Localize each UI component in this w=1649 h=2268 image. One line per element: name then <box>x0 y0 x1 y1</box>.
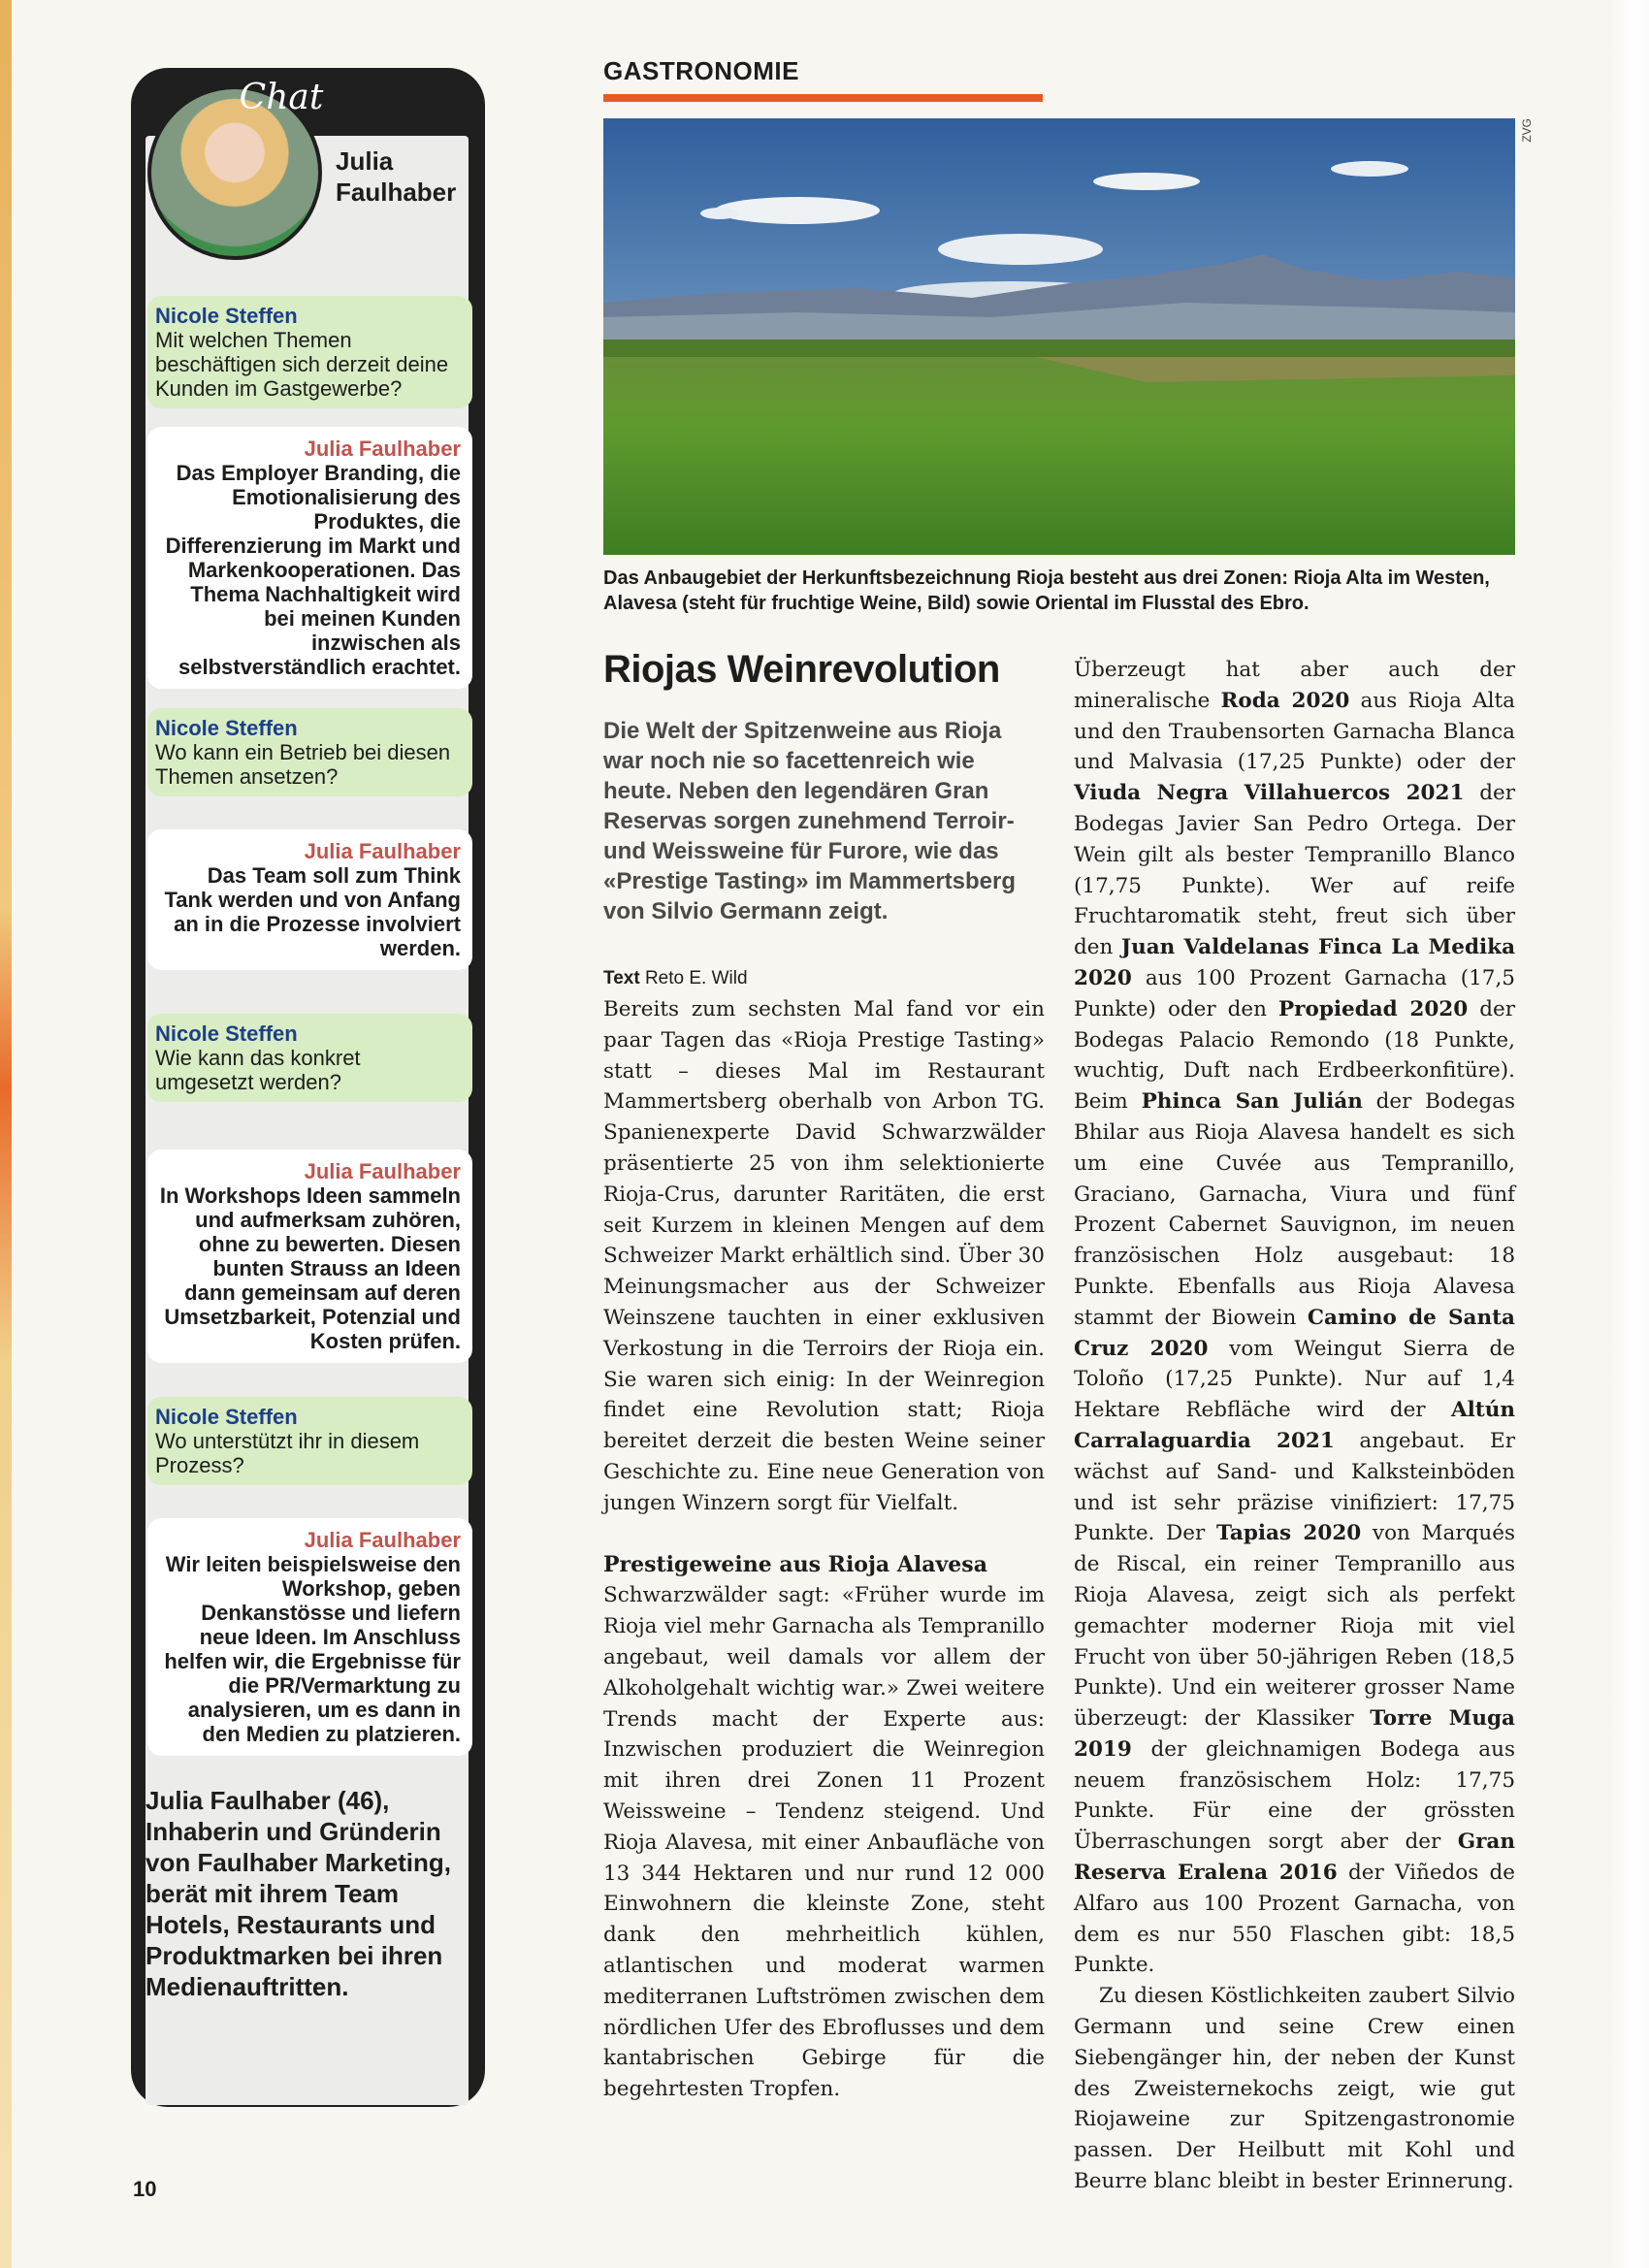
chat-answer <box>147 829 472 970</box>
text-run: angebaut. Er wächst auf Sand- und Kalksteinböden und ist sehr präzise vinifiziert: 17,75 Punkte. Der <box>1074 1428 1515 1546</box>
wine-name: Camino de Santa Cruz 2020 <box>1074 1305 1515 1361</box>
page-edge-left <box>0 0 12 2268</box>
photo-caption: Das Anbaugebiet der Herkunftsbezeichnung Rioja besteht aus drei Zonen: Rioja Alta im Westen, Alavesa (steht für fruchtige Weine, Bild) sowie Oriental im Flusstal des Ebro. <box>603 567 1490 614</box>
chat-person-name: Julia Faulhaber <box>336 146 457 207</box>
article-paragraph: Zu diesen Köstlichkeiten zaubert Silvio Germann und seine Crew einen Siebengänger hin, der neben der Kunst des Zweisternekochs zeigt, wie gut Riojaweine zur Spitzengastronomie passen. Der Heilbutt mit Kohl und Beurre blanc bleibt in bester Erinnerung. <box>1074 1984 1515 2194</box>
text-run: vom Weingut Sierra de Toloño (17,25 Punkte). Nur auf 1,4 Hektare Rebfläche wird der <box>1074 1336 1516 1423</box>
photo-credit: ZVG <box>1520 118 1534 143</box>
page-edge-right <box>1610 0 1649 2268</box>
section-rubric: GASTRONOMIE <box>603 56 799 85</box>
chat-title: Chat <box>239 78 324 117</box>
chat-text: Mit welchen Themen beschäftigen sich derzeit deine Kunden im Gastgewerbe? <box>155 328 449 401</box>
article-headline: Riojas Weinrevolution <box>603 648 1000 691</box>
text-run: aus 100 Prozent Garnacha (17,5 Punkte) oder den <box>1074 965 1515 1021</box>
byline <box>603 968 748 989</box>
chat-text: Wo unterstützt ihr in diesem Prozess? <box>155 1429 420 1477</box>
chat-question <box>147 1397 472 1485</box>
byline-label: Text <box>603 968 640 988</box>
text-run: der Viñedos de Alfaro aus 100 Prozent Garnacha, von dem es nur 550 Flaschen gibt: 18,5 Punkte. <box>1074 1861 1515 1978</box>
chat-author: Julia Faulhaber <box>304 1159 461 1183</box>
chat-author: Julia Faulhaber <box>304 437 461 461</box>
chat-text: Wie kann das konkret umgesetzt werden? <box>155 1046 361 1094</box>
chat-question <box>147 1014 472 1102</box>
chat-answer <box>147 1518 472 1756</box>
text-run: aus Rioja Alta und den Traubensorten Garnacha Blanca und Malvasia (17,25 Punkte) oder der <box>1074 688 1515 775</box>
byline-author: Reto E. Wild <box>644 968 748 988</box>
chat-bio: Julia Faulhaber (46), Inhaberin und Gründerin von Faulhaber Marketing, berät mit ihrem Team Hotels, Restaurants und Produktmarken bei ihren Medienauftritten. <box>146 1786 451 2001</box>
chat-author: Nicole Steffen <box>155 304 298 328</box>
chat-answer <box>147 1150 472 1363</box>
chat-text: Das Employer Branding, die Emotionalisierung des Produktes, die Differenzierung im Markt und Markenkooperationen. Das Thema Nachhaltigkeit wird bei meinen Kunden inzwischen als selbstverständlich erachtet. <box>165 461 461 679</box>
chat-question <box>147 296 472 408</box>
vineyard-landscape-illustration <box>603 118 1515 555</box>
wine-name: Juan Valdelanas Finca La Medika 2020 <box>1074 935 1515 990</box>
chat-author: Nicole Steffen <box>155 1021 298 1046</box>
article-paragraph-wine-list <box>1074 655 1515 1981</box>
article-paragraph: Bereits zum sechsten Mal fand vor ein paar Tagen das «Rioja Prestige Tasting» statt – dieses Mal im Restaurant Mammertsberg oberhalb von Arbon TG. Spanienexperte David Schwarzwälder präsentierte 25 von ihm selektionierte Rioja-Crus, darunter Raritäten, die erst seit Kurzem in kleinen Mengen auf dem Schweizer Markt erhältlich sind. Über 30 Meinungsmacher aus der Schweizer Weinszene tauchten in einer exklusiven Verkostung in die Terroirs der Rioja ein. Sie waren sich einig: In der Weinregion findet eine Revolution statt; Rioja bereitet derzeit die besten Weine seiner Geschichte zu. Eine neue Generation von jungen Winzern sorgt für Vielfalt. <box>603 997 1045 1515</box>
wine-name: Torre Muga 2019 <box>1074 1706 1515 1762</box>
text-run: der Bodegas Javier San Pedro Ortega. Der Wein gilt als bester Tempranillo Blanco (17,75 Punkte). Wer auf reife Fruchtaromatik steht, freut sich über den <box>1074 781 1515 960</box>
rubric-underline <box>603 94 1043 102</box>
vineyard-photo <box>603 118 1515 555</box>
wine-name: Tapias 2020 <box>1215 1521 1362 1546</box>
chat-answer <box>147 427 472 689</box>
chat-author: Nicole Steffen <box>155 716 298 740</box>
chat-author: Nicole Steffen <box>155 1405 298 1429</box>
wine-name: Gran Reserva Eralena 2016 <box>1074 1830 1515 1886</box>
chat-text: Wir leiten beispielsweise den Workshop, geben Denkanstösse und liefern neue Ideen. Im Anschluss helfen wir, die Ergebnisse für die PR/Vermarktung zu analysieren, um es dann in den Medien zu platzieren. <box>164 1552 461 1746</box>
text-run: Überzeugt hat aber auch der mineralische <box>1074 658 1515 713</box>
article-subhead: Prestigeweine aus Rioja Alavesa <box>603 1551 987 1577</box>
chat-text: Wo kann ein Betrieb bei diesen Themen ansetzen? <box>155 740 451 789</box>
chat-author: Julia Faulhaber <box>304 1528 461 1552</box>
text-run: der Bodegas Palacio Remondo (18 Punkte, wuchtig, Duft nach Erdbeerkonfitüre). Beim <box>1074 996 1515 1115</box>
wine-name: Roda 2020 <box>1220 688 1350 713</box>
chat-text: In Workshops Ideen sammeln und aufmerksam zuhören, ohne zu bewerten. Diesen bunten Strauss an Ideen dann gemeinsam auf deren Umsetzbarkeit, Potenzial und Kosten prüfen. <box>159 1183 461 1353</box>
chat-author: Julia Faulhaber <box>304 839 461 863</box>
page-number: 10 <box>133 2177 157 2201</box>
wine-name: Viuda Negra Villahuercos 2021 <box>1074 781 1465 806</box>
chat-text: Das Team soll zum Think Tank werden und von Anfang an in die Prozesse involviert werden. <box>164 863 461 960</box>
wine-name: Propiedad 2020 <box>1278 996 1469 1021</box>
text-run: der Bodegas Bhilar aus Rioja Alavesa handelt es sich um eine Cuvée aus Tempranillo, Graciano, Garnacha, Viura und fünf Prozent Cabernet Sauvignon, im neuen französischen Holz ausgebaut: 18 Punkte. Ebenfalls aus Rioja Alavesa stammt der Biowein <box>1074 1089 1515 1330</box>
wine-name: Phinca San Julián <box>1141 1089 1363 1115</box>
text-run: der gleichnamigen Bodega aus neuem französischem Holz: 17,75 Punkte. Für eine der grössten Überraschungen sorgt aber der <box>1074 1736 1515 1855</box>
chat-question <box>147 708 472 796</box>
wine-name: Altún Carralaguardia 2021 <box>1074 1398 1515 1453</box>
article-column-2 <box>1074 655 1515 2197</box>
article-column-1 <box>603 994 1045 2105</box>
article-lead: Die Welt der Spitzenweine aus Rioja war noch nie so facettenreich wie heute. Neben den legendären Gran Reservas sorgen zunehmend Terroir- und Weissweine für Furore, wie das «Prestige Tasting» im Mammertsberg von Silvio Germann zeigt. <box>603 718 1017 924</box>
article-paragraph: Schwarzwälder sagt: «Früher wurde im Rioja viel mehr Garnacha als Tempranillo angebaut, weil damals vor allem der Alkoholgehalt wichtig war.» Zwei weitere Trends macht der Experte aus: Inzwischen produziert die Weinregion mit ihren drei Zonen 11 Prozent Weissweine – Tendenz steigend. Und Rioja Alavesa, mit einer Anbaufläche von 13 344 Hektaren und nur rund 12 000 Einwohnern die kleinste Zone, steht dank den mehrheitlich kühlen, atlantischen und moderat warmen mediterranen Luftströmen zwischen dem nördlichen Ufer des Ebroflusses und dem kantabrischen Gebirge für die begehrtesten Tropfen. <box>603 1583 1045 2102</box>
text-run: von Marqués de Riscal, ein reiner Tempranillo aus Rioja Alavesa, zeigt sich als perfekt gemachter moderner Rioja mit viel Frucht von über 50-jährigen Reben (18,5 Punkte). Und ein weiterer grosser Name überzeugt: der Klassiker <box>1074 1521 1516 1732</box>
